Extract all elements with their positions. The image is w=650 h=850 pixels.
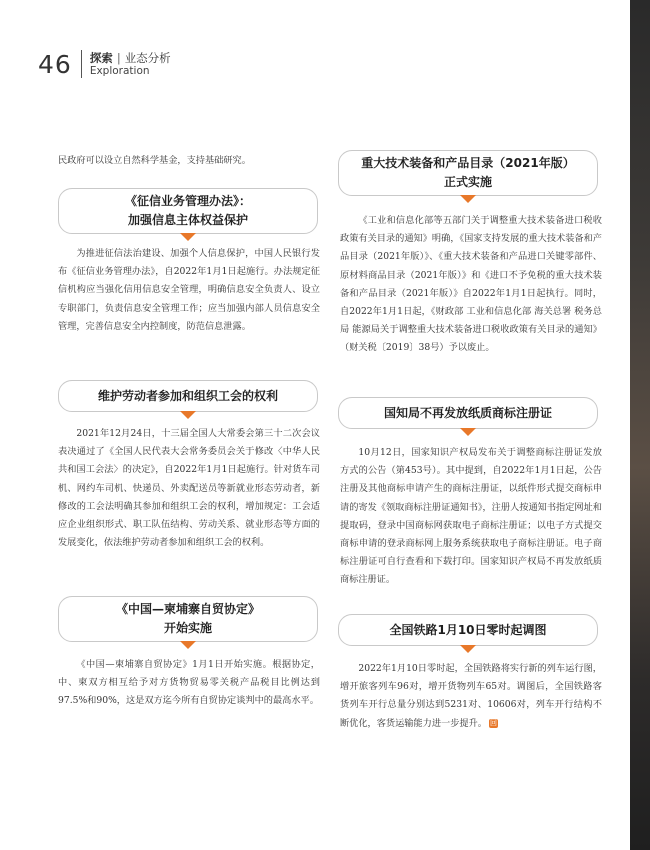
page-header	[38, 48, 171, 80]
paragraph-credit-regulation: 为推进征信法治建设、加强个人信息保护，中国人民银行发布《征信业务管理办法》，自2022年1月1日起施行。办法规定征信机构应当强化信用信息安全管理，明确信息安全负责人、设立专职部门，负责信息安全管理工作；应当加强内部人员信息安全管理，完善信息安全内控制度，防范信息泄露。	[58, 248, 320, 332]
page-edge-photo-strip	[630, 0, 650, 850]
paragraph-railway-schedule: 2022年1月10日零时起，全国铁路将实行新的列车运行图，增开旅客列车96对，增开货物列车65对。调图后，全国铁路客货列车开行总量分别达到5231对、10606对，列车开行结构不断优化，客货运输能力进一步提升。 回	[340, 663, 602, 729]
heading-china-cambodia-fta: 《中国—柬埔寨自贸协定》 开始实施	[58, 596, 318, 642]
subsection-name: 业态分析	[124, 50, 171, 65]
heading-equipment-catalogue: 重大技术装备和产品目录（2021年版） 正式实施	[338, 150, 598, 196]
paragraph-trademark-certificate: 10月12日，国家知识产权局发布关于调整商标注册证发放方式的公告（第453号）。其中提到，自2022年1月1日起，公告注册及其他商标申请产生的商标注册证，以纸件形式提交商标申请的寄发《领取商标注册证通知书》，注册人按通知书指定网址和提取码，登录中国商标网获取电子商标注册证；以电子方式提交商标申请的登录商标网上服务系统获取电子商标注册证。电子商标注册证可自行查看和下载打印。国家知识产权局不再发放纸质商标注册证。	[340, 447, 602, 586]
heading-trademark-certificate: 国知局不再发放纸质商标注册证	[338, 397, 598, 429]
header-section-label: 探索 | 业态分析 Exploration	[89, 50, 171, 77]
section-name-english: Exploration	[89, 64, 150, 77]
article-end-icon: 回	[490, 718, 497, 727]
heading-credit-regulation: 《征信业务管理办法》： 加强信息主体权益保护	[58, 188, 318, 234]
section-name: 探索	[89, 50, 113, 65]
header-divider	[81, 50, 82, 78]
paragraph-equipment-catalogue: 《工业和信息化部等五部门关于调整重大技术装备进口税收政策有关目录的通知》明确，《国家支持发展的重大技术装备和产品目录（2021年版）》、《重大技术装备和产品进口关键零部件、原材料商品目录（2021年版）》和《进口不予免税的重大技术装备和产品目录（2021年版）》自2022年1月1日起执行。同时，自2022年1月1日起，《财政部 工业和信息化部 海关总署 税务总局 能源局关于调整重大技术装备进口税收政策有关目录的通知》（财关税〔2019〕38号）予以废止。	[340, 215, 602, 354]
heading-arrow-icon	[460, 428, 476, 436]
page-number: 46	[38, 49, 72, 79]
heading-arrow-icon	[180, 641, 196, 649]
paragraph-china-cambodia-fta: 《中国—柬埔寨自贸协定》1月1日开始实施。根据协定，中、柬双方相互给予对方货物贸易零关税产品税目比例达到97.5%和90%，这是双方迄今所有自贸协定谈判中的最高水平。	[58, 659, 320, 707]
heading-arrow-icon	[460, 195, 476, 203]
paragraph-trade-union: 2021年12月24日，十三届全国人大常委会第三十二次会议表决通过了《全国人民代表大会常务委员会关于修改〈中华人民共和国工会法〉的决定》，自2022年1月1日起施行。针对货车司机、网约车司机、快递员、外卖配送员等新就业形态劳动者，新修改的工会法明确其参加和组织工会的权利，增加规定：工会适应企业组织形式、职工队伍结构、劳动关系、就业形态等方面的发展变化，依法维护劳动者参加和组织工会的权利。	[58, 428, 320, 549]
heading-trade-union: 维护劳动者参加和组织工会的权利	[58, 380, 318, 412]
heading-arrow-icon	[180, 411, 196, 419]
intro-paragraph: 民政府可以设立自然科学基金，支持基础研究。	[58, 155, 251, 166]
heading-arrow-icon	[460, 645, 476, 653]
heading-railway-schedule: 全国铁路1月10日零时起调图	[338, 614, 598, 646]
heading-arrow-icon	[180, 233, 196, 241]
